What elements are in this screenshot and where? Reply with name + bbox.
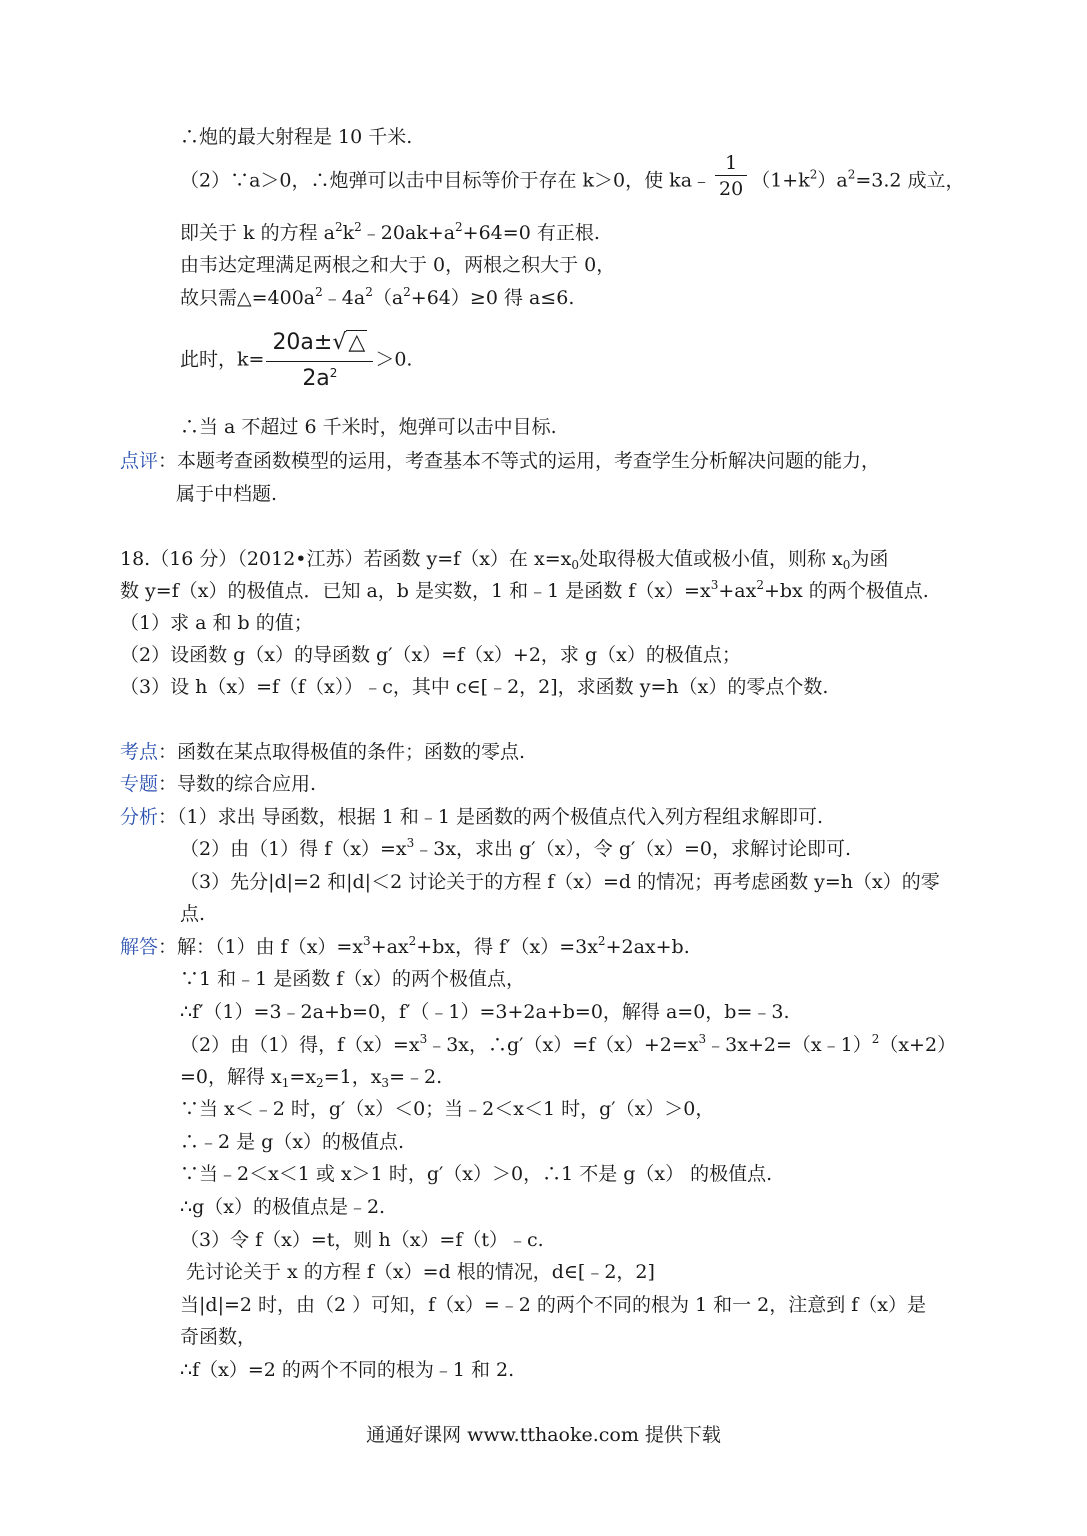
line-text: （1+k	[751, 169, 810, 192]
line-text: （1）求 a 和 b 的值；	[120, 612, 313, 634]
subscript: 0	[571, 558, 579, 572]
line-text: （2）由（1）得，f（x）=x	[180, 1034, 420, 1056]
line-text: ＞0.	[375, 348, 413, 371]
text-line	[180, 330, 412, 390]
text-line	[180, 128, 412, 147]
superscript: 2	[315, 285, 323, 299]
line-text: ∴﹣2 是 g（x）的极值点.	[180, 1131, 405, 1153]
superscript: 3	[710, 578, 719, 592]
line-text: +ax	[718, 580, 757, 602]
superscript: 2	[329, 366, 338, 381]
question-line	[120, 548, 889, 572]
page-footer	[0, 1426, 1087, 1445]
line-text: +64）≥0 得 a≤6.	[410, 287, 575, 309]
line-text: ﹣20ak+a	[361, 222, 456, 244]
text-line	[180, 1003, 790, 1022]
line-text: 先讨论关于 x 的方程 f（x）=d 根的情况，d∈[﹣2，2]	[186, 1261, 655, 1283]
superscript: 2	[756, 578, 764, 592]
line-text: 由韦达定理满足两根之和大于 0，两根之积大于 0，	[180, 254, 616, 276]
line-text: 处取得极大值或极小值，则称 x	[578, 548, 843, 570]
text-line	[180, 256, 615, 275]
line-text: +64=0 有正根.	[462, 222, 600, 244]
question-line	[120, 578, 929, 602]
superscript: 2	[334, 220, 343, 234]
subscript: 1	[281, 1076, 290, 1090]
section-label: 专题	[120, 773, 159, 795]
comment-section	[120, 452, 880, 471]
line-text: ∵1 和﹣1 是函数 f（x）的两个极值点，	[180, 968, 526, 990]
superscript: 2	[597, 934, 606, 948]
radicand: △	[348, 330, 366, 355]
section-label: 分析	[120, 806, 159, 828]
text-line	[180, 970, 525, 989]
line-text: 数 y=f（x）的极值点．已知 a，b 是实数，1 和﹣1 是函数 f（x）=x	[120, 580, 711, 602]
superscript: 2	[408, 934, 417, 948]
jieda-section	[120, 934, 690, 958]
denominator-text: 2a	[302, 366, 330, 392]
superscript: 2	[365, 285, 373, 299]
text-line	[180, 1032, 957, 1056]
line-text: （a	[372, 287, 404, 309]
superscript: 2	[455, 220, 463, 234]
text-line	[180, 1361, 514, 1380]
superscript: 2	[847, 167, 856, 182]
text-line	[180, 1231, 544, 1250]
line-text: ∴炮的最大射程是 10 千米.	[180, 126, 413, 148]
line-text: 即关于 k 的方程 a	[180, 222, 335, 244]
line-text: 解：（1）由 f（x）=x	[177, 936, 364, 958]
numerator-text: 20a±	[272, 330, 333, 355]
superscript: 3	[406, 836, 415, 850]
line-text: ﹣3x，求出 g′（x），令 g′（x）=0，求解讨论即可.	[414, 838, 852, 860]
line-text: +bx 的两个极值点.	[763, 580, 929, 602]
text-line	[180, 1296, 926, 1315]
section-label: 点评	[120, 450, 159, 472]
line-text: =x	[289, 1066, 317, 1088]
question-line	[120, 678, 828, 697]
line-text: 为函	[850, 548, 889, 570]
line-text: 函数在某点取得极值的条件；函数的零点.	[177, 741, 526, 763]
superscript: 2	[809, 167, 818, 182]
text-line	[186, 1263, 655, 1282]
line-text: =﹣2.	[389, 1066, 443, 1088]
text-line	[180, 220, 600, 244]
text-line	[180, 1100, 714, 1119]
line-text: 18.（16 分）（2012•江苏）若函数 y=f（x）在 x=x	[120, 548, 572, 570]
text-line	[176, 485, 277, 504]
superscript: 2	[871, 1032, 880, 1046]
superscript: 3	[698, 1032, 707, 1046]
text-line	[180, 905, 205, 924]
line-text: （1）求出 导函数，根据 1 和﹣1 是函数的两个极值点代入列方程组求解即可.	[177, 806, 823, 828]
text-line	[180, 418, 557, 437]
text-line	[180, 1165, 772, 1184]
superscript: 2	[403, 285, 411, 299]
fraction-numerator	[266, 330, 373, 362]
section-colon: ：	[158, 773, 178, 795]
footer-text: 通通好课网 www.tthaoke.com 提供下载	[366, 1424, 721, 1446]
section-label: 考点	[120, 741, 159, 763]
sqrt-sign: √	[332, 330, 347, 355]
line-text: 故只需△=400a	[180, 287, 316, 309]
line-text: ∵当 x＜﹣2 时，g′（x）＜0；当﹣2＜x＜1 时，g′（x）＞0，	[180, 1098, 715, 1120]
line-text: ∴f（x）=2 的两个不同的根为﹣1 和 2.	[180, 1359, 515, 1381]
kaodian-section	[120, 743, 525, 762]
subscript: 3	[381, 1076, 390, 1090]
line-text: （2）∵a＞0，∴炮弹可以击中目标等价于存在 k＞0，使 ka﹣	[180, 169, 712, 192]
line-text: ﹣3x，∴g′（x）=f（x）+2=x	[427, 1034, 699, 1056]
line-text: ∴当 a 不超过 6 千米时，炮弹可以击中目标.	[180, 416, 557, 438]
line-text: =1，x	[323, 1066, 382, 1088]
section-colon: ：	[158, 450, 178, 472]
fraction	[715, 154, 747, 199]
zhuanti-section	[120, 775, 316, 794]
section-colon: ：	[158, 741, 178, 763]
fraction-denominator: 20	[719, 178, 744, 200]
line-text: （3）令 f（x）=t，则 h（x）=f（t）﹣c.	[180, 1229, 544, 1251]
line-text: +bx，得 f′（x）=3x	[416, 936, 598, 958]
line-text: （3）设 h（x）=f（f（x））﹣c，其中 c∈[﹣2，2]，求函数 y=h（x）的零点个数.	[120, 676, 829, 698]
fraction-numerator: 1	[715, 154, 747, 176]
text-line	[180, 1133, 404, 1152]
line-text: 本题考查函数模型的运用，考查基本不等式的运用，考查学生分析解决问题的能力，	[177, 450, 881, 472]
line-text: 奇函数，	[180, 1326, 257, 1348]
line-text: 当|d|=2 时，由（2 ）可知，f（x）=﹣2 的两个不同的根为 1 和一 2，注意到 f（x）是	[180, 1294, 927, 1316]
line-text: （x+2）	[879, 1034, 957, 1056]
text-line	[180, 285, 575, 309]
section-colon: ：	[158, 936, 178, 958]
text-line	[180, 1198, 385, 1217]
line-text: ﹣4a	[322, 287, 366, 309]
line-text: ﹣3x+2=（x﹣1）	[706, 1034, 872, 1056]
subscript: 2	[316, 1076, 324, 1090]
fraction	[266, 330, 373, 390]
line-text: 导数的综合应用.	[177, 773, 317, 795]
line-text: 此时，k=	[180, 348, 265, 371]
text-line	[180, 152, 965, 200]
superscript: 3	[363, 934, 371, 948]
line-text: ∴g（x）的极值点是﹣2.	[180, 1196, 386, 1218]
section-colon: ：	[158, 806, 178, 828]
text-line	[180, 1328, 256, 1347]
text-line	[180, 873, 940, 892]
line-text: 点.	[180, 903, 206, 925]
line-text: （3）先分|d|=2 和|d|＜2 讨论关于的方程 f（x）=d 的情况；再考虑函数 y=h（x）的零	[180, 871, 940, 893]
line-text: k	[342, 222, 355, 244]
line-text: +ax	[370, 936, 409, 958]
line-text: ∵当﹣2＜x＜1 或 x＞1 时，g′（x）＞0，∴1 不是 g（x） 的极值点.	[180, 1163, 773, 1185]
superscript: 3	[419, 1032, 428, 1046]
line-text: =3.2 成立，	[855, 169, 965, 192]
text-line	[180, 836, 852, 860]
line-text: （2）由（1）得 f（x）=x	[180, 838, 407, 860]
question-line	[120, 614, 313, 633]
line-text: （2）设函数 g（x）的导函数 g′（x）=f（x）+2，求 g（x）的极值点；	[120, 644, 741, 666]
section-label: 解答	[120, 936, 159, 958]
line-text: =0，解得 x	[180, 1066, 282, 1088]
line-text: 属于中档题.	[176, 483, 278, 505]
fenxi-section	[120, 808, 823, 827]
line-text: ）a	[817, 169, 848, 192]
fraction-denominator	[266, 362, 373, 390]
superscript: 2	[354, 220, 362, 234]
text-line	[180, 1066, 443, 1090]
question-line	[120, 646, 741, 665]
line-text: +2ax+b.	[605, 936, 690, 958]
line-text: ∴f′（1）=3﹣2a+b=0，f′（﹣1）=3+2a+b=0，解得 a=0，b=﹣3.	[180, 1001, 790, 1023]
subscript: 0	[842, 558, 851, 572]
